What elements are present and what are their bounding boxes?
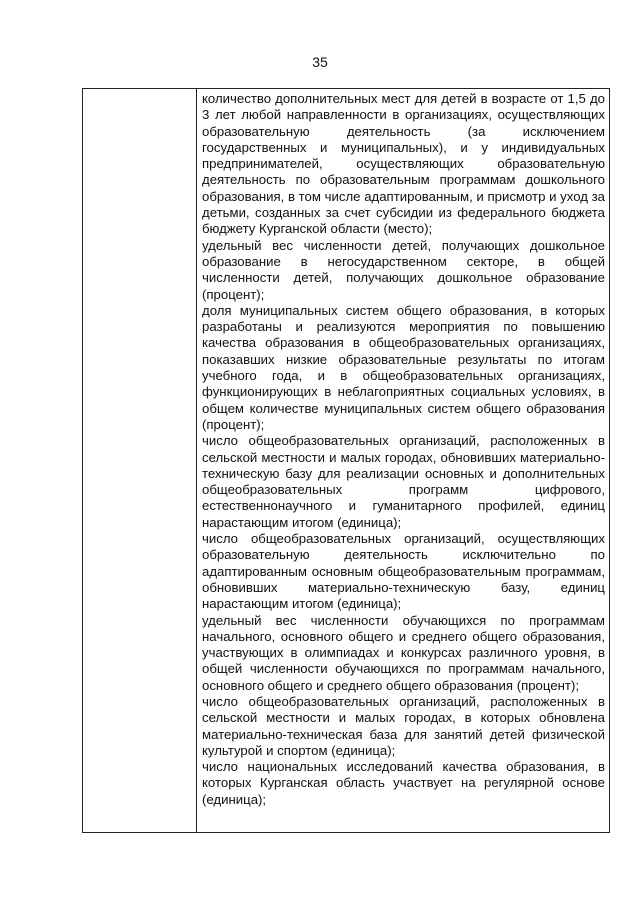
indicators-list-cell: [202, 91, 605, 808]
indicator-item: удельный вес численности обучающихся по программам начального, основного общего и среднего общего образования, участвующих в олимпиадах и конкурсах различного уровня, в общей численности обучающихся по программам начального, основного общего и среднего общего образования (процент);: [202, 612, 605, 693]
indicator-item: количество дополнительных мест для детей в возрасте от 1,5 до 3 лет любой направленности в организациях, осуществляющих образовательную деятельность (за исключением государственных и муниципальных), и у индивидуальных предпринимателей, осуществляющих образовательную деятельность по образовательным программам дошкольного образования, в том числе адаптированным, и присмотр и уход за детьми, созданных за счет субсидии из федерального бюджета бюджету Курганской области (место);: [202, 91, 605, 237]
table-left-cell: [83, 89, 196, 832]
indicator-item: число общеобразовательных организаций, расположенных в сельской местности и малых городах, в которых обновлена материально-техническая база для занятий детей физической культурой и спортом (единица);: [202, 693, 605, 758]
page-number: 35: [312, 54, 328, 70]
indicator-item: число национальных исследований качества образования, в которых Курганская область участвует на регулярной основе (единица);: [202, 759, 605, 807]
indicator-item: число общеобразовательных организаций, расположенных в сельской местности и малых городах, обновивших материально-техническую базу для реализации основных и дополнительных общеобразовательных программ цифрового, естественнонаучного и гуманитарного профилей, единиц нарастающим итогом (единица);: [202, 433, 605, 530]
indicator-item: удельный вес численности детей, получающих дошкольное образование в негосударственном секторе, в общей численности детей, получающих дошкольное образование (процент);: [202, 237, 605, 302]
indicator-item: доля муниципальных систем общего образования, в которых разработаны и реализуются мероприятия по повышению качества образования в общеобразовательных организациях, показавших низкие образовательные результаты по итогам учебного года, и в общеобразовательных организациях, функционирующих в неблагоприятных социальных условиях, в общем количестве муниципальных систем общего образования (процент);: [202, 302, 605, 432]
indicators-table: [82, 88, 610, 833]
column-divider: [196, 89, 197, 832]
indicator-item: число общеобразовательных организаций, осуществляющих образовательную деятельность исключительно по адаптированным основным общеобразовательным программам, обновивших материально-техническую базу, единиц нарастающим итогом (единица);: [202, 531, 605, 612]
